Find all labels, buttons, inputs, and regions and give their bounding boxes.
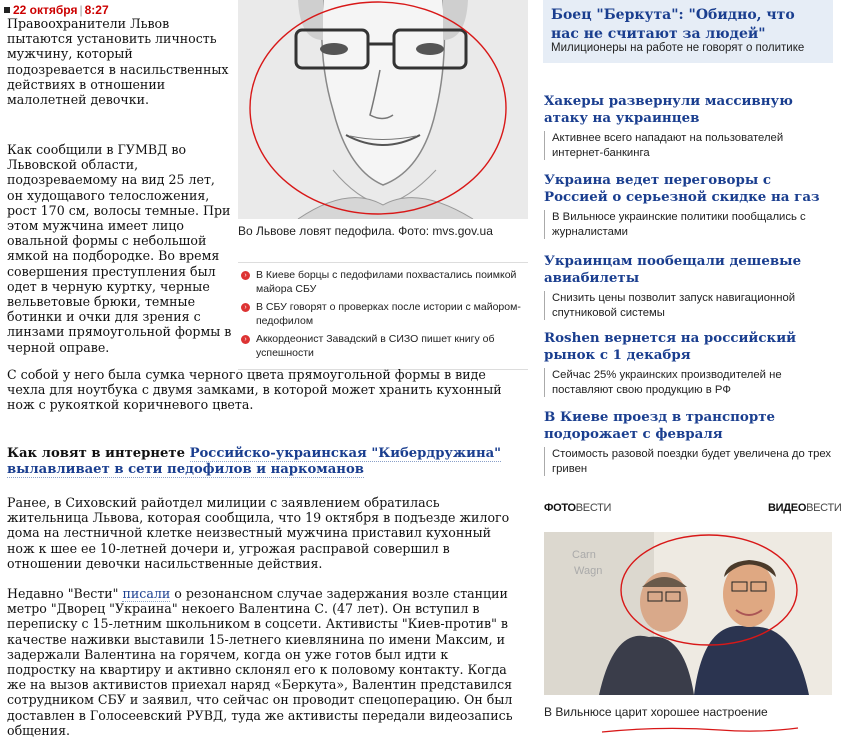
- news-item[interactable]: [544, 409, 834, 476]
- photo-vesti-tab[interactable]: ФОТОВЕСТИ: [544, 502, 612, 514]
- svg-text:Wagn: Wagn: [574, 565, 603, 577]
- suspect-sketch-image[interactable]: [238, 0, 528, 219]
- video-vesti-tab[interactable]: ВИДЕОВЕСТИ: [768, 502, 842, 514]
- news-title[interactable]: Украина ведет переговоры с Россией о серьезной скидке на газ: [544, 172, 820, 205]
- article-lead: Правоохранители Львов пытаются установить личность мужчину, который подозревается в насильственных действиях в отношении малолетней девочки.: [7, 16, 229, 108]
- news-title[interactable]: Украинцам пообещали дешевые авиабилеты: [544, 253, 802, 286]
- photo-caption[interactable]: В Вильнюсе царит хорошее настроение: [544, 705, 768, 719]
- news-item[interactable]: [544, 253, 834, 320]
- red-underline-scribble: [600, 722, 800, 736]
- related-item[interactable]: › В СБУ говорят о проверках после истории с майором-педофилом: [238, 301, 528, 328]
- news-subtitle: Снизить цены позволит запуск навигационной спутниковой системы: [544, 291, 834, 320]
- image-caption: Во Львове ловят педофила. Фото: mvs.gov.ua: [238, 224, 493, 238]
- article-date: 22 октября: [13, 3, 78, 17]
- article-paragraph-1: Как сообщили в ГУМВД во Львовской области, подозреваемому на вид 25 лет, он худощавого телосложения, рост 170 см, волосы темные. При этом мужчина имеет лицо овальной формы с небольшой ямкой на подбородке. Во время совершения преступления был одет в черную куртку, черные вельветовые брюки, темные ботинки и очки для зрения с линзами прямоугольной формы в черной оправе.: [7, 142, 232, 355]
- news-title[interactable]: Хакеры развернули массивную атаку на украинцев: [544, 93, 793, 126]
- news-subtitle: Стоимость разовой поездки будет увеличена до трех гривен: [544, 447, 834, 476]
- related-item[interactable]: › В Киеве борцы с педофилами похвастались поимкой майора СБУ: [238, 269, 528, 296]
- featured-subtitle: Милиционеры на работе не говорят о политике: [551, 42, 805, 54]
- related-item[interactable]: › Аккордеонист Завадский в СИЗО пишет книгу об успешности: [238, 333, 528, 360]
- news-subtitle: Активнее всего нападают на пользователей интернет-банкинга: [544, 131, 834, 160]
- inline-related-title[interactable]: Российско-украинская "Кибердружина" вылавливает в сети педофилов и наркоманов: [7, 446, 502, 477]
- news-title[interactable]: В Киеве проезд в транспорте подорожает с февраля: [544, 409, 776, 442]
- article-dateline: 22 октября | 8:27: [4, 3, 109, 17]
- arrow-bullet-icon: ›: [241, 271, 250, 280]
- article-paragraph-4: Недавно "Вести" писали о резонансном случае задержания возле станции метро "Дворец "Украина" некоего Валентина С. (47 лет). Он вступил в переписку с 15-летним школьником в соцсети. Активисты "Киев-против" в качестве наживки выставили 15-летнего киевлянина по имени Максим, и задержали Валентина на горячем, когда он уже готов был идти к подростку на квартиру и активно склонял его к половому контакту. Когда же на вызов активистов приехал наряд «Беркута», Валентин представился сотрудником СБУ и заявил, что сейчас он проводит спецоперацию. Он был доставлен в Голосеевский РУВД, туда же активисты передали видеозапись общения.: [7, 586, 513, 738]
- news-item[interactable]: [544, 330, 834, 397]
- wrote-link[interactable]: писали: [122, 586, 171, 601]
- news-item[interactable]: [544, 93, 834, 160]
- politicians-photo: [544, 532, 832, 695]
- gallery-photo[interactable]: [544, 532, 832, 695]
- news-item[interactable]: [544, 172, 834, 239]
- news-subtitle: В Вильнюсе украинские политики пообщались с журналистами: [544, 210, 834, 239]
- article-paragraph-2: С собой у него была сумка черного цвета прямоугольной формы в виде чехла для ноутбука с двумя замками, в которой может хранить кухонный нож с рукояткой коричневого цвета.: [7, 367, 502, 413]
- inline-related-prefix: Как ловят в интернете: [7, 446, 185, 461]
- article-time: 8:27: [84, 3, 109, 17]
- related-links: [238, 262, 528, 370]
- arrow-bullet-icon: ›: [241, 303, 250, 312]
- news-title[interactable]: Roshen вернется на российский рынок с 1 декабря: [544, 330, 797, 363]
- svg-text:Carn: Carn: [572, 549, 596, 561]
- featured-title[interactable]: Боец "Беркута": "Обидно, что нас не считают за людей": [551, 7, 795, 42]
- sidebar-featured[interactable]: [543, 0, 833, 63]
- news-subtitle: Сейчас 25% украинских производителей не поставляют свою продукцию в РФ: [544, 368, 834, 397]
- bullet-square-icon: [4, 7, 10, 13]
- inline-related-link[interactable]: [7, 446, 517, 478]
- arrow-bullet-icon: ›: [241, 335, 250, 344]
- suspect-sketch-drawing: [238, 0, 528, 219]
- article-paragraph-3: Ранее, в Сиховский райотдел милиции с заявлением обратилась жительница Львова, которая сообщила, что 19 октября в подъезде жилого дома на лестничной клетке неизвестный мужчина приставил кухонный нож к шее ее 10-летней дочери и, угрожая расправой совершил в отношении девочки насильственные действия.: [7, 495, 510, 571]
